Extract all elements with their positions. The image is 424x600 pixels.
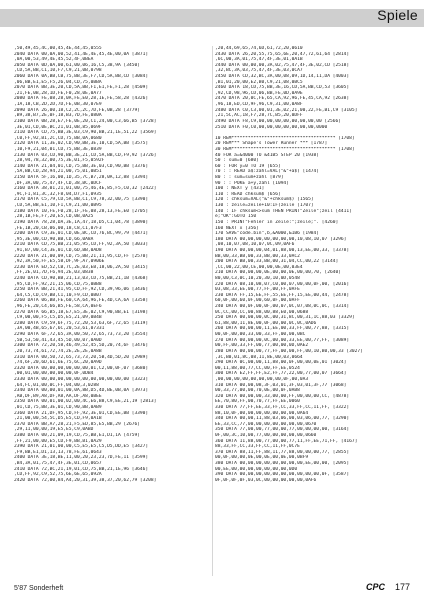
listing-line: 2410 DATA 72,BC,21,19,01,CD,75,BB,21,1E,96 [3646] <box>14 466 149 472</box>
listing-line: ,95,3E,00,CD,90,BB,CD,66,0A8A <box>14 236 94 242</box>
listing-line: ,FF,2E,01,7D,F6,94,2E,03,0838 <box>14 270 94 276</box>
listing-line: ,CD,5A,BB,E1,10,F1,C9,21,00,0B95 <box>14 203 102 209</box>
listing-line: 2290 DATA 6F,72,65,3A,00,50,72,65,73,73,20 [3554] <box>14 332 149 338</box>
listing-line: 190 DATA 00,00,00,04,01,88,00,13,EE,00,33, [3378] <box>215 247 350 253</box>
listing-line: ,C9,00,00,F5,C5,D5,E5,21,09,0B4B <box>14 315 102 321</box>
listing-line: 280 DATA 00,00,00,77,FF,00,00,FF,00,10,B0,00,33 [3027] <box>215 348 363 354</box>
listing-line: 2320 DATA 00,00,00,00,00,00,01,C2,00,0F,07 [3680] <box>14 365 149 371</box>
listing-line: 2390 DATA 21,01,00,00,C5,E5,E5,C5,D5,DD,E5 [3427] <box>14 444 149 450</box>
listing-line: 110 : READ chksum$ [656] <box>215 191 281 197</box>
listing-line: 380 DATA 00,00,00,00,00,00,00,00,EE,00,00, [2095] <box>215 461 350 467</box>
listing-line: ,3A,00,4B,65,67,6C,20,53,61,07331 <box>14 326 105 332</box>
listing-line: 00,33,77,00,00,70,0E,00,0F,0AB8 <box>215 388 300 394</box>
listing-line: ,50,49,45,4C,00,45,4E,44,45,0555 <box>14 46 102 51</box>
listing-line: 2260 DATA 06,BB,FE,60,CA,64,96,FE,4D,CA,6A [3358] <box>14 298 149 304</box>
listing-line: 370 DATA 88,11,FF,88,11,77,88,00,00,00,77, [2855] <box>215 449 350 455</box>
listing-line: 2490 DATA F8,C9,00,00,00,00,00,00,00,00 [2566] <box>215 118 341 124</box>
listing-line: 2370 DATA BB,A7,28,21,F5,ED,85,E5,BB,29 [2676] <box>14 421 140 427</box>
listing-line: 80 : : sum=sum+zahl [879] <box>215 175 284 181</box>
listing-line: ,B9,38,B7,2E,0F,18,B3,7D,FE,080A <box>14 113 102 119</box>
listing-line: ,06,BB,E1,E5,F5,26,04,CD,75,0BBA <box>14 79 102 85</box>
listing-line: 250 DATA 00,00,00,0C,00,31,8C,00,31,1C,88,03 [3329] <box>215 315 355 321</box>
magazine-logo: CPC <box>365 582 385 592</box>
listing-line: 00,0F,00,00,33,00,33,FF,00,00,0BC <box>215 332 306 338</box>
listing-line: 360 DATA 11,88,00,77,00,00,77,11,FF,EE,71,FF, [4167] <box>215 438 358 444</box>
listing-line: ,FE,1B,20,CB,06,00,18,C8,C1,07F3 <box>14 225 102 231</box>
listing-line: 2350 DATA 00,01,00,02,00,4C,E6,B8,C9,EE,21,19 [2813] <box>14 399 157 405</box>
listing-line: 2070 DATA BB,3E,20,CD,5A,BB,F1,E1,FE,F1,28 [4509] <box>14 85 149 91</box>
listing-line: ,CD,FF,92,C9,52,75,6E,6E,65,092A <box>14 472 102 478</box>
listing-line: 2230 DATA ED,52,CB,7C,2E,03,EB,18,06,2A,50 [3415] <box>14 264 149 270</box>
listing-line: 2270 DATA 66,B5,18,E7,E5,3E,02,C9,90,BB,E1 [3198] <box>14 309 149 315</box>
listing-line: ,CD,5A,BB,C1,10,F7,C9,21,0B,0798 <box>14 68 102 74</box>
listing-line: 0C,CC,00,CC,00,88,00,88,E0,00,0688 <box>215 309 309 315</box>
listing-line: 230 DATA FF,15,EE,FF,55,EE,FF,15,EE,00,44, [2478] <box>215 292 350 298</box>
listing-line: 2310 DATA 00,50,72,65,73,73,20,5B,4D,5D,20 [2989] <box>14 354 149 360</box>
listing-line: 290 DATA 0C,00,00,11,88,00,0F,00,00,0E,01 [3024] <box>215 360 347 366</box>
listing-line: 2050 DATA 0D,0A,00,61,00,06,16,C5,38,9A [3450] <box>14 62 140 68</box>
listing-line: 2150 DATA 5F,16,00,1D,35,7C,B7,28,0A,12,88 [3394] <box>14 175 149 181</box>
listing-line: ,92,3A,50,FF,E5,58,DF,9F,A7,0906E <box>14 259 105 265</box>
listing-line: ,CC,00,22,00,CE,00,00,0E,00,03E4 <box>215 264 303 270</box>
listing-line: e;"OK":GOTO 150 <box>215 214 257 220</box>
listing-line: ,08,10,07,08,10,07,0C,09,0AF6 <box>215 242 295 248</box>
listing-line: ,5A,BB,CD,28,94,21,00,75,01,0B51 <box>14 169 102 175</box>
listing-line: ,64,FC,01,00,0C,FF,04,00,3,0288 <box>14 382 99 388</box>
listing-line: 2510 DATA F0,C0,00,00,00,00,00,00,00,0000 <box>215 124 328 130</box>
listing-line: 88,33,FF,CC,33,FF,CC,11,FF,0C7E <box>215 444 300 450</box>
listing-line: 150 : PRINT"Fehler in Zeile:";zeile;". [4260] <box>215 219 339 225</box>
listing-line: 2090 DATA 26,00,18,C2,2C,2C,7D,FE,0B,28 [3779] <box>14 107 140 113</box>
listing-line: 2110 DATA CD,75,BB,3E,03,C9,90,BB,21,1E,51,22 [3569] <box>14 130 157 136</box>
listing-line: 330 DATA 77,FF,EE,33,FF,CC,33,FF,CC,11,FF, [3322] <box>215 405 350 410</box>
listing-line: 2220 DATA 21,00,09,CD,75,BB,21,11,95,CD,FF [2570] <box>14 253 149 259</box>
listing-line: ,FF,21,00,00,E5,CD,F9,BB,B1,0A29 <box>14 438 102 444</box>
listing-line: 88,10,0F,00,00,00,00,00,00,00,0A64 <box>215 410 309 416</box>
listing-line: ,B1,01,20,00,E2,B0,C9,21,08,0BC5 <box>215 79 303 85</box>
listing-line: 2440 DATA 00,00,00,3A,02,75,47,4F,3E,02,CD [2518] <box>215 62 350 68</box>
listing-line: ,01,CD,75,BB,3E,01,CD,90,BB,0AB9 <box>14 405 102 410</box>
listing-line: 2400 DATA 3E,18,BE,11,00,20,23,23,7D,FE,11 [3599] <box>14 455 149 461</box>
listing-line: 80,00,C3,0C,10,20,30,10,0D,0548 <box>215 275 300 281</box>
listing-line: 2480 DATA C0,C3,00,01,3E,02,21,00,22,FE,B1,C9 [3105] <box>215 107 358 113</box>
listing-line: 2240 DATA CD,90,BB,21,13,03,CD,75,BB,21,1B [4368] <box>14 275 149 281</box>
listing-line: 160 NEXT x [356] <box>215 225 259 231</box>
listing-line: 2450 DATA CD,32,BC,3A,00,08,09,1D,14,11,DA [4003] <box>215 74 350 80</box>
listing-line: 2380 DATA 00,21,09,19,CD,75,BB,E1,D1,1A [4759] <box>14 433 140 439</box>
listing-line: 130 : zeile=zeile+10:IF(zeile [1707] <box>215 203 314 209</box>
listing-line: 2100 DATA 0B,28,E7,FE,0E,20,C1,24,00,C3,66,B5 [3728] <box>14 118 157 124</box>
listing-line: 20 REM*** Shape's Tower Runner *** [1787] <box>215 141 328 147</box>
listing-line: 60 : FOR y=0 TO 19 [655] <box>215 163 281 169</box>
listing-line: 200 DATA BB,00,33,BB,00,31,04,CC,00,22 [3144] <box>215 259 339 265</box>
listing-line: ,21,FE,0B,28,1D,FE,F0,28,0E,0A77 <box>14 90 102 96</box>
listing-line: 2460 DATA 18,CD,75,BB,3E,16,CD,5A,BB,CD,53 [3605] <box>215 85 350 91</box>
listing-line: 2330 DATA 00,00,00,00,00,00,00,00,00,00,00 [3323] <box>14 376 149 382</box>
listing-line: 2120 DATA 11,3E,02,CD,90,BB,3E,10,CD,5A,BB [3575] <box>14 141 149 147</box>
listing-line: ,6C,00,3A,01,75,47,4F,3E,01,0A1B <box>215 57 303 63</box>
listing-line: ,C0,FF,92,B1,2C,CD,75,BB,0A,0680 <box>14 135 102 141</box>
listing-line: ,95,CD,FF,92,21,15,06,CD,75,0BB8 <box>14 281 102 287</box>
listing-line: ,20,73,74,61,72,74,2E,2E,2E,0A8B <box>14 348 102 354</box>
listing-line: ,3E,01,CD,0E,BC,21,01,0B,85,069F <box>14 124 102 130</box>
listing-line: 0F,0F,0F,0F,03,0C,00,00,00,00,00,0AF6 <box>215 477 317 483</box>
listing-line: 2060 DATA 0A,BB,CB,75,BB,3E,F7,CD,5A,BB,CD [3084] <box>14 74 149 80</box>
listing-line: 350 DATA 77,00,00,77,00,00,77,00,00,00,00, [3164] <box>215 427 350 433</box>
listing-line: ,96,FE,20,C4,66,B5,FE,58,CA,0EF6 <box>14 304 102 310</box>
listing-line: 0F,00,3C,10,00,77,00,00,00,00,00,0660 <box>215 433 317 439</box>
listing-line: ,DF,3A,00,75,47,4F,CD,38,BC,0DCF <box>14 180 102 186</box>
listing-line: 2140 DATA 21,04,01,CD,75,BB,3E,03,CD,90,BB [3376] <box>14 163 149 169</box>
listing-line: 180 DATA 00,00,00,00,00,00,00,10,08,10,07 [3296] <box>215 236 347 242</box>
listing-line: 340 DATA 00,00,11,88,03,06,00,03,06,00,77, [3290] <box>215 416 350 422</box>
section-title: Spiele <box>377 7 418 23</box>
listing-line: 270 DATA 00,00,00,0C,00,00,33,EE,00,77,FF, [3089] <box>215 337 350 343</box>
listing-line: EE,33,CC,77,00,00,00,00,00,00,00,0670 <box>215 421 317 427</box>
footer-branding <box>366 582 410 592</box>
listing-line: ,00,01,00,00,00,00,00,0F,0DB4 <box>14 371 94 377</box>
listing-line: 170 SAVE"code.bin",b,&A000,&1B6 [1984] <box>215 231 320 237</box>
listing-line: 2420 DATA 72,00,84,A4,20,31,39,38,37,20,62,79 [3208] <box>14 477 157 483</box>
listing-line: 30 REM************************************** [1708] <box>215 146 355 152</box>
listing-line: 10 REM************************************** [1708] <box>215 135 355 141</box>
listing-line: 2250 DATA BB,21,41,95,CD,FF,92,CD,39,96,06 [3436] <box>14 287 149 293</box>
column-divider <box>212 46 213 576</box>
listing-line: 2430 DATA 26,20,55,75,65,6E,20,47,72,61,64 [2814] <box>215 51 350 57</box>
listing-line: 310 DATA 00,00,08,3F,03,01,3F,03,01,3F,77 [3068] <box>215 382 347 388</box>
listing-line: 240 DATA 00,0F,00,0F,00,07,0C,07,08,0C,0C, [3314] <box>215 304 350 310</box>
listing-line: ,74,6F,20,6D,61,6E,75,6C,20,0A9D <box>14 360 102 366</box>
listing-line: 61,88,00,11,8E,00,0F,00,00,0C,0C,0AD6 <box>215 320 317 326</box>
listing-line: 00,0F,00,00,0E,00,0E,00,0E,00,0BF9 <box>215 455 309 461</box>
listing-line: ,29,11,00,00,19,E5,E5,C9,0ABD <box>14 427 94 433</box>
listing-line: ,91,B7,00,C4,3E,01,CD,6D,BB,0AD8 <box>14 247 102 253</box>
listing-line: 60,0F,00,60,0F,00,60,0F,00,0AFF <box>215 298 300 304</box>
listing-line: EE,70,80,FF,00,70,77,FF,EE,0060 <box>215 399 300 405</box>
listing-line: ,00,00,00,00,00,00,00,00,0F,00,0A3 <box>215 376 309 382</box>
listing-line: ,10,F9,21,04,01,CD,75,BB,3E,0839 <box>14 146 102 152</box>
listing-line: ,F9,BB,E1,D1,13,13,78,FE,61,0643 <box>14 449 102 455</box>
listing-line: 2200 DATA C9,3E,01,CD,0E,BC,CD,76,BC,99,79 [4471] <box>14 231 149 237</box>
listing-line: ,20,44,69,65,74,6D,61,72,20,0610 <box>215 46 303 51</box>
listing-line: 2340 DATA 00,00,01,00,0A,8B,D5,4D,BE,0B,0A [3973] <box>14 388 149 394</box>
listing-line: ,21,5C,AC,18,F7,28,7C,B5,20,0DFF <box>215 113 303 119</box>
listing-line: 140 : IF chksum<>sum THEN PRINT"Zeile";zeil [4411] <box>215 208 352 214</box>
listing-line: 2470 DATA 20,0C,FE,65,CA,92,96,FE,45,CA,92 [2638] <box>215 96 350 102</box>
listing-column-left <box>14 46 214 578</box>
listing-line: ,1A,18,CB,2D,2D,7D,FE,0B,30,07E9 <box>14 102 102 108</box>
listing-line: 260 DATA 00,00,00,11,EE,00,33,FF,00,77,88, [3315] <box>215 326 350 332</box>
listing-line: 2210 DATA CD,75,BB,21,05,95,CD,FF,92,3A,50 [3033] <box>14 242 149 248</box>
listing-line: 2190 DATA 78,28,DA,3E,1A,47,18,D5,C1,04,78 [3890] <box>14 219 149 225</box>
listing-line: 50 : sum=0 [680] <box>215 158 259 164</box>
listing-line: 300 DATA E2,FF,FF,E2,FF,77,22,00,77,00,07 [3664] <box>215 371 347 377</box>
listing-line: 00,EE,00,00,00,00,00,00,00,0D0 <box>215 466 298 472</box>
listing-line: 03,08,33,EE,00,77,FF,00,FF,0AFE <box>215 287 300 293</box>
listing-line: 220 DATA 08,10,08,07,C0,00,07,00,00,0F,00, [2016] <box>215 281 350 287</box>
header-band <box>0 9 424 27</box>
listing-line: 00,FF,00,33,FF,00,77,00,00,0D,0AE2 <box>215 343 309 349</box>
listing-line: 320 DATA 00,00,00,33,00,00,FF,00,00,00,CC, [4878] <box>215 393 350 399</box>
listing-line: ,5B,53,50,41,43,45,5D,00,07,0A0D <box>14 337 102 343</box>
listing-line: 2130 DATA 03,CD,90,BB,3E,21,CD,5A,BB,CD,F9,92 [3726] <box>14 152 157 158</box>
listing-line: 70 : : READ a$:zahl=VAL("&"+a$) [1474] <box>215 169 320 175</box>
listing-line: ,0A,00,53,49,4E,45,52,4F,0BEA <box>14 57 94 63</box>
listing-line: ,3C,B0,01,8C,08,11,8E,00,03,0664 <box>215 354 303 360</box>
listing-line: ,AB,DF,B9,A8,DF,A8,AA,DF,A8,0BEE <box>14 393 102 399</box>
listing-line: 2300 DATA 72,20,58,46,49,52,45,5D,20,74,6F [3476] <box>14 343 149 349</box>
listing-line: 00,11,88,00,77,CC,00,FF,EE,0524 <box>215 365 300 371</box>
listing-column-right <box>215 46 415 578</box>
listing-line: ,9C,F1,81,3C,32,F8,04,D7,F1,0935 <box>14 191 102 197</box>
listing-line: ,96,18,ED,CD,9F,96,C9,31,00,0A8F <box>215 102 303 108</box>
listing-line: 2160 DATA 38,01,21,01,00,75,46,4E,85,F5,C0,32 [2422] <box>14 186 157 192</box>
listing-line: 40 FOR a=&4000 TO &41B5 STEP 20 [1938] <box>215 152 320 158</box>
listing-line: 210 DATA 00,00,00,0E,00,00,0E,00,00,70, [2640] <box>215 270 341 276</box>
issue-label: 5'87 Sonderheft <box>14 585 64 592</box>
listing-line: ,28,1B,FE,F7,20,E5,CD,0B,0A25 <box>14 214 94 220</box>
listing-line: 100 : NEXT y [431] <box>215 186 265 192</box>
listing-line: 90 : : POKE a+y,zahl [1094] <box>215 180 289 186</box>
listing-line: 2170 DATA C5,79,CD,5A,BB,C1,C9,78,32,00,75 [3390] <box>14 197 149 203</box>
listing-line: ,21,00,00,54,5C,D5,E5,CD,F9,0A1B <box>14 416 102 422</box>
listing-line: 120 : chksum=VAL("&"+chksum$) [1565] <box>215 197 314 203</box>
listing-line: 2040 DATA 00,0A,00,52,41,4E,4E,45,4E,00,0A [3871] <box>14 51 149 57</box>
page-number: 177 <box>394 582 410 592</box>
listing-line: ,64,C5,CD,C9,BB,C1,10,F9,CD,0B07 <box>14 292 102 298</box>
listing-line: 2360 DATA 21,DF,95,CD,FF,92,3E,01,CD,EE,BB [3390] <box>14 410 149 416</box>
listing-line: ,32,BC,3A,03,75,47,4F,3E,03,0CA7 <box>215 68 303 74</box>
listing-line: 2180 DATA 10,FE,F0,28,1F,FE,08,28,13,FE,E0 [2705] <box>14 208 149 214</box>
listing-line: BB,00,33,BB,00,33,BB,00,33,0AC2 <box>215 253 300 259</box>
listing-line: 2280 DATA C9,59,6F,75,72,20,53,63,6F,72,65 [3119] <box>14 320 149 326</box>
listing-line: 390 DATA 00,00,00,00,00,00,00,00,00,00,0F, [3587] <box>215 472 350 478</box>
listing-line: ,92,CD,98,96,CD,06,BB,FE,0D,0A9E <box>215 90 303 96</box>
listing-line: 2080 DATA FE,08,28,0A,FE,E0,28,1E,FE,58,28 [4326] <box>14 96 149 102</box>
listing-line: ,B4,3A,01,75,47,4F,3E,01,CD,0657 <box>14 461 102 467</box>
listing-line: ,28,94,78,32,00,75,3E,01,F5,0592F <box>14 158 105 164</box>
